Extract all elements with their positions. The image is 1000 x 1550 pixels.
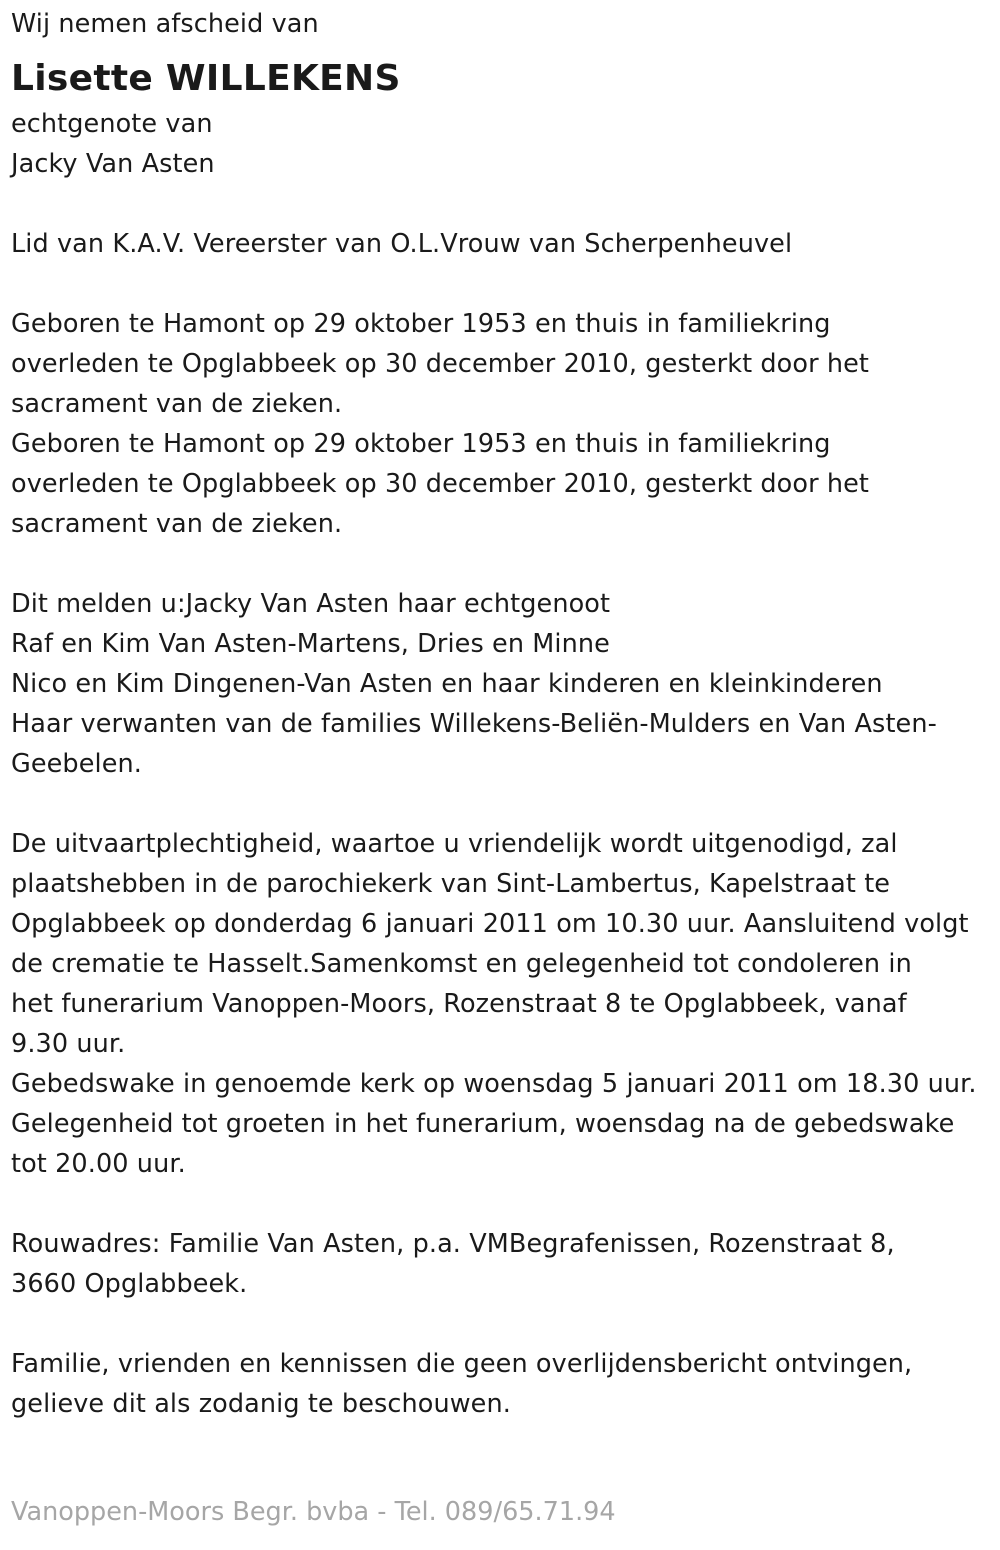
text-line: Dit melden u:Jacky Van Asten haar echtgenoot: [11, 589, 611, 619]
text-line: De uitvaartplechtigheid, waartoe u vriendelijk wordt uitgenodigd, zal: [11, 829, 898, 859]
spouse-line: Jacky Van Asten: [11, 149, 215, 179]
text-line: 9.30 uur.: [11, 1029, 126, 1059]
text-line: de crematie te Hasselt.Samenkomst en gelegenheid tot condoleren in: [11, 949, 912, 979]
address-paragraph: [11, 1224, 996, 1304]
text-line: overleden te Opglabbeek op 30 december 2010, gesterkt door het: [11, 349, 870, 379]
text-line: Gebedswake in genoemde kerk op woensdag 5 januari 2011 om 18.30 uur.: [11, 1069, 977, 1099]
text-line: 3660 Opglabbeek.: [11, 1269, 248, 1299]
text-line: gelieve dit als zodanig te beschouwen.: [11, 1389, 511, 1419]
death-notice: [11, 4, 996, 1424]
text-line: Geboren te Hamont op 29 oktober 1953 en thuis in familiekring: [11, 429, 831, 459]
text-line: sacrament van de zieken.: [11, 509, 343, 539]
spacer: [11, 264, 996, 304]
spacer: [11, 184, 996, 224]
text-line: overleden te Opglabbeek op 30 december 2010, gesterkt door het: [11, 469, 870, 499]
text-line: Opglabbeek op donderdag 6 januari 2011 om 10.30 uur. Aansluitend volgt: [11, 909, 969, 939]
membership-text: Lid van K.A.V. Vereerster van O.L.Vrouw van Scherpenheuvel: [11, 229, 793, 259]
notice-paragraph: [11, 1344, 996, 1424]
spacer: [11, 1184, 996, 1224]
text-line: het funerarium Vanoppen-Moors, Rozenstraat 8 te Opglabbeek, vanaf: [11, 989, 907, 1019]
text-line: Nico en Kim Dingenen-Van Asten en haar kinderen en kleinkinderen: [11, 669, 883, 699]
spacer: [11, 784, 996, 824]
text-line: Geebelen.: [11, 749, 142, 779]
deceased-name: Lisette WILLEKENS: [11, 58, 401, 99]
text-line: Haar verwanten van de families Willekens-Beliën-Mulders en Van Asten-: [11, 709, 937, 739]
spacer: [11, 544, 996, 584]
text-line: tot 20.00 uur.: [11, 1149, 186, 1179]
funeral-home-footer: Vanoppen-Moors Begr. bvba - Tel. 089/65.71.94: [11, 1497, 616, 1527]
text-line: Rouwadres: Familie Van Asten, p.a. VMBegrafenissen, Rozenstraat 8,: [11, 1229, 895, 1259]
text-line: Familie, vrienden en kennissen die geen overlijdensbericht ontvingen,: [11, 1349, 913, 1379]
text-line: Raf en Kim Van Asten-Martens, Dries en Minne: [11, 629, 610, 659]
text-line: Geboren te Hamont op 29 oktober 1953 en thuis in familiekring: [11, 309, 831, 339]
funeral-paragraph: [11, 824, 996, 1184]
text-line: Gelegenheid tot groeten in het funerarium, woensdag na de gebedswake: [11, 1109, 955, 1139]
spouse-line: echtgenote van: [11, 109, 213, 139]
text-line: plaatshebben in de parochiekerk van Sint-Lambertus, Kapelstraat te: [11, 869, 891, 899]
birth-death-paragraph: [11, 304, 996, 544]
text-line: sacrament van de zieken.: [11, 389, 343, 419]
intro-text: Wij nemen afscheid van: [11, 9, 319, 39]
spacer: [11, 1304, 996, 1344]
family-paragraph: [11, 584, 996, 784]
